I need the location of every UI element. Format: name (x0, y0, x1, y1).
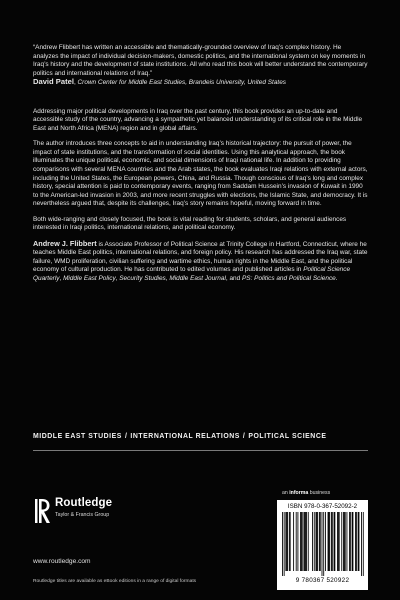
barcode-bar (302, 512, 303, 571)
isbn-barcode (277, 500, 368, 590)
barcode-digits: 9 780367 520922 (295, 577, 350, 584)
barcode-bar (361, 512, 362, 576)
endorser-affiliation: Crown Center for Middle East Studies, Brandeis University, United States (77, 79, 287, 87)
barcode-bar (337, 512, 338, 571)
separator: , (115, 275, 120, 283)
barcode-bar (316, 512, 317, 571)
barcode-bar (359, 512, 360, 571)
routledge-r-icon (33, 498, 51, 524)
barcode-bar (347, 512, 348, 571)
journal-title: PS: Politics and Political Science (242, 275, 336, 283)
informa-prefix: an (282, 490, 290, 496)
separator: , and (225, 275, 242, 283)
barcode-bar (339, 512, 340, 571)
barcode-bar (320, 512, 321, 571)
barcode-bar (284, 512, 285, 576)
barcode-bar (344, 512, 345, 571)
isbn-label: ISBN 978-0-367-52092-2 (287, 503, 358, 510)
journal-title: Middle East Policy (63, 275, 116, 283)
blurb-paragraph-1: Addressing major political developments in Iraq over the past century, this book provides an up-to-date and accessible study of the country, advancing a sympathetic yet balanced understanding of its critical role in the Middle East and North Africa (MENA) region and in global affairs. (33, 107, 363, 132)
author-name: Andrew J. Flibbert (33, 238, 97, 248)
barcode-bar (317, 512, 318, 571)
cover-text (33, 44, 368, 284)
subject-category: MIDDLE EAST STUDIES (33, 433, 122, 440)
barcode-bar (304, 512, 305, 571)
barcode-bar (293, 512, 294, 571)
barcode-bar (350, 512, 351, 571)
subject-separator: / (124, 433, 128, 440)
barcode-bar (345, 512, 346, 571)
barcode-bar (304, 512, 305, 571)
barcode-bar (328, 512, 329, 571)
barcode-bar (287, 512, 288, 571)
endorsement-quote: “Andrew Flibbert has written an accessible and thematically-grounded overview of Iraq’s complex history. He analyzes the impact of individual decision-makers, domestic politics, and the international system on key moments in Iraq’s history and the development of state institutions. All who read this book will better understand the contemporary politics and international relations of Iraq.” (33, 44, 368, 77)
publisher-name: Routledge (55, 497, 113, 509)
barcode-bar (355, 512, 356, 571)
informa-suffix: business (308, 490, 331, 496)
journal-title: Middle East Journal (169, 275, 226, 283)
barcode-bar (325, 512, 326, 571)
barcode-bar (312, 512, 313, 571)
barcode-bar (316, 512, 317, 571)
barcode-bar (308, 512, 309, 571)
barcode-bar (314, 512, 315, 571)
ebook-note: Routledge titles are available as eBook editions in a range of digital formats (33, 579, 197, 584)
barcode-bar (358, 512, 359, 571)
barcode-bar (297, 512, 298, 571)
barcode-bars (279, 512, 366, 576)
barcode-bar (300, 512, 301, 571)
author-bio (33, 240, 368, 284)
barcode-bar (341, 512, 342, 571)
separator: , (59, 275, 64, 283)
barcode-bar (331, 512, 332, 571)
informa-brand: informa (289, 490, 309, 496)
endorsement-attribution (33, 78, 368, 88)
barcode-bar (296, 512, 297, 571)
subject-category: POLITICAL SCIENCE (248, 433, 327, 440)
subject-separator: / (242, 433, 246, 440)
divider-rule (33, 450, 368, 451)
subject-category: INTERNATIONAL RELATIONS (130, 433, 240, 440)
barcode-bar (319, 512, 320, 571)
journal-title: Political Science Quarterly (33, 266, 351, 283)
barcode-bar (290, 512, 291, 571)
barcode-bar (334, 512, 335, 571)
journal-title: Security Studies (119, 275, 166, 283)
barcode-bar (305, 512, 306, 571)
informa-business-label (282, 490, 330, 496)
barcode-bar (282, 512, 283, 576)
endorser-name: David Patel (33, 77, 74, 87)
barcode-bar (329, 512, 330, 571)
barcode-bar (285, 512, 286, 571)
publisher-url: www.routledge.com (33, 558, 91, 565)
separator: , (165, 275, 170, 283)
barcode-bar (289, 512, 290, 571)
publisher-group: Taylor & Francis Group (55, 512, 110, 518)
barcode-bar (286, 512, 287, 571)
attribution-comma: , (73, 79, 78, 87)
blurb-paragraph-3: Both wide-ranging and closely focused, the book is vital reading for students, scholars, and general audiences interested in Iraqi politics, international relations, and political economy. (33, 215, 347, 232)
barcode-bar (301, 512, 302, 571)
barcode-bar (322, 512, 323, 576)
barcode-bar (349, 512, 350, 571)
barcode-bar (353, 512, 354, 571)
author-bio-text: is Associate Professor of Political Science at Trinity College in Hartford, Connecticut, where he teaches Middle East politics, international relations, and foreign policy. His research has addressed the Iraq war, state failure, WMD proliferation, civilian suffering and wartime ethics, human rights in the Middle East, and the political economy of cultural production. He has contributed to edited volumes and published articles in (33, 240, 368, 274)
subject-categories (33, 433, 327, 440)
barcode-bar (338, 512, 339, 571)
barcode-bar (363, 512, 364, 576)
barcode-bar (334, 512, 335, 571)
period: . (335, 275, 338, 283)
barcode-bar (332, 512, 333, 571)
barcode-bar (323, 512, 324, 576)
barcode-bar (352, 512, 353, 571)
barcode-bar (328, 512, 329, 571)
blurb-paragraph-2: The author introduces three concepts to aid in understanding Iraq’s historical trajectory: the pursuit of power, the impact of state institutions, and the transformation of social identities. Using this analytical approach, the book illuminates the unique political, economic, and social dimensions of Iraqi national life. In addition to providing comparisons with several MENA countries and the Arab states, the book evaluates Iraqi relations with external actors, including the United States, the European powers, China, and Russia. Though conscious of Iraq’s long and complex history, special attention is paid to contemporary events, ranging from Saddam Hussein’s invasion of Kuwait in 1990 to the American-led invasion in 2003, and more recent struggles with elections, the Islamic State, and democracy. It is nevertheless argued that, despite its challenges, Iraq’s story remains hopeful, moving forward in time. (33, 140, 368, 208)
publisher-logo (33, 497, 183, 537)
barcode-bar (306, 512, 307, 571)
barcode-bar (356, 512, 357, 571)
barcode-bar (343, 512, 344, 571)
